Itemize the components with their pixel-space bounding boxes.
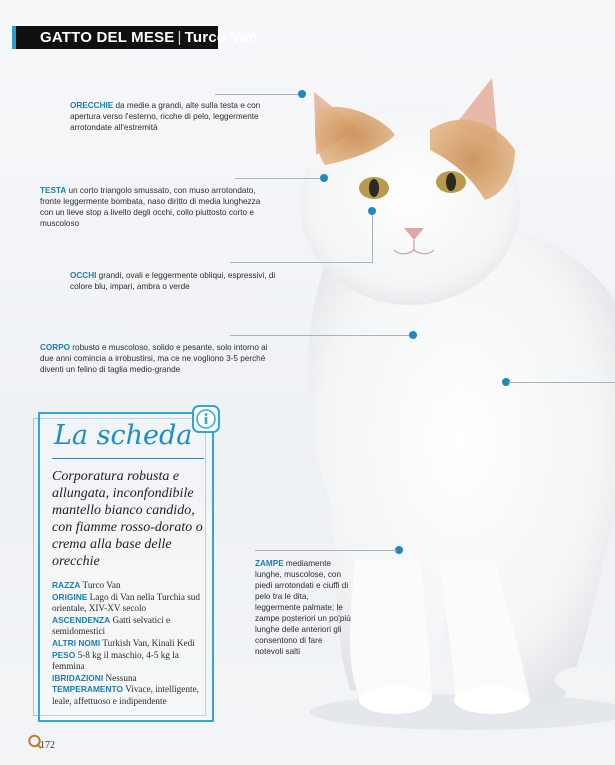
header-accent <box>12 26 16 49</box>
scheda-divider <box>52 458 204 459</box>
fact-value: Lago di Van nella Turchia sud orientale, XIV-XV secolo <box>52 591 200 614</box>
fact-key: ASCENDENZA <box>52 614 111 625</box>
info-icon <box>191 404 221 434</box>
annotation-text: grandi, ovali e leggermente obliqui, espressivi, di colore blu, impari, ambra o verde <box>70 271 276 291</box>
fact-item <box>52 580 212 592</box>
fact-value: Turkish Van, Kinali Kedi <box>102 637 195 648</box>
fact-item <box>52 673 212 685</box>
annotation-zampe <box>255 558 351 657</box>
annotation-text: robusto e muscoloso, solido e pesante, solo intorno ai due anni comincia a irrobustirsi, ma ce ne vogliono 3-5 perché diventi un felino di taglia medio-grande <box>40 343 268 374</box>
annotation-keyword: ORECCHIE <box>70 101 114 110</box>
fact-item <box>52 615 212 638</box>
fact-value: Vivace, intelligente, leale, affettuoso e indipendente <box>52 684 199 706</box>
fact-item <box>52 592 212 615</box>
scheda-facts <box>52 580 212 708</box>
leader-dot <box>298 90 306 98</box>
leader-line <box>235 178 321 179</box>
leader-dot <box>368 207 376 215</box>
fact-value: Turco Van <box>82 580 121 590</box>
fact-item <box>52 638 212 650</box>
fact-key: TEMPERAMENTO <box>52 684 124 695</box>
header-breed: Turco Van <box>184 29 258 46</box>
annotation-occhi <box>70 270 280 292</box>
fact-item <box>52 650 212 673</box>
page-number: 172 <box>40 740 55 751</box>
header-section: GATTO DEL MESE <box>40 29 175 46</box>
leader-line <box>230 262 373 263</box>
leader-line <box>255 550 397 551</box>
annotation-keyword: TESTA <box>40 186 67 195</box>
annotation-text: mediamente lunghe, muscolose, con piedi arrotondati e ciuffi di pelo tra le dita, leggermente palmate; le zampe posteriori un po'più lunghe delle anteriori gli consentono di fare notevoli salti <box>255 559 351 656</box>
annotation-orecchie <box>70 100 270 133</box>
fact-key: ORIGINE <box>52 591 88 602</box>
annotation-keyword: CORPO <box>40 343 71 352</box>
leader-line <box>215 94 301 95</box>
leader-line <box>508 382 615 383</box>
scheda-lead: Corporatura robusta e allungata, inconfondibile mantello bianco candido, con fiamme rosso-dorato o crema alla base delle orecchie <box>52 469 203 569</box>
leader-line <box>230 335 410 336</box>
fact-value: 5-8 kg il maschio, 4-5 kg la femmina <box>52 649 179 672</box>
annotation-testa <box>40 185 275 229</box>
fact-item <box>52 684 212 707</box>
annotation-keyword: ZAMPE <box>255 559 284 568</box>
annotation-keyword: OCCHI <box>70 271 97 280</box>
fact-key: IBRIDAZIONI <box>52 672 104 683</box>
scheda-title: La scheda <box>54 420 193 451</box>
fact-value: Nessuna <box>105 672 137 683</box>
annotation-corpo <box>40 342 280 375</box>
header-title <box>40 29 258 46</box>
annotation-text: un corto triangolo smussato, con muso arrotondato, fronte leggermente bombata, naso diritto di media lunghezza con un lieve stop a livello degli occhi, collo piuttosto corto e muscoloso <box>40 186 261 228</box>
fact-key: PESO <box>52 649 76 660</box>
leader-line <box>372 212 373 262</box>
leader-dot <box>409 331 417 339</box>
fact-key: RAZZA <box>52 580 81 590</box>
leader-dot <box>320 174 328 182</box>
fact-value: Gatti selvatici e semidomestici <box>52 614 171 637</box>
fact-key: ALTRI NOMI <box>52 637 101 648</box>
header-separator: | <box>177 29 182 46</box>
annotation-text: da medie a grandi, alte sulla testa e con apertura verso l'esterno, ricche di pelo, leggermente arrotondate all'estremità <box>70 101 261 132</box>
